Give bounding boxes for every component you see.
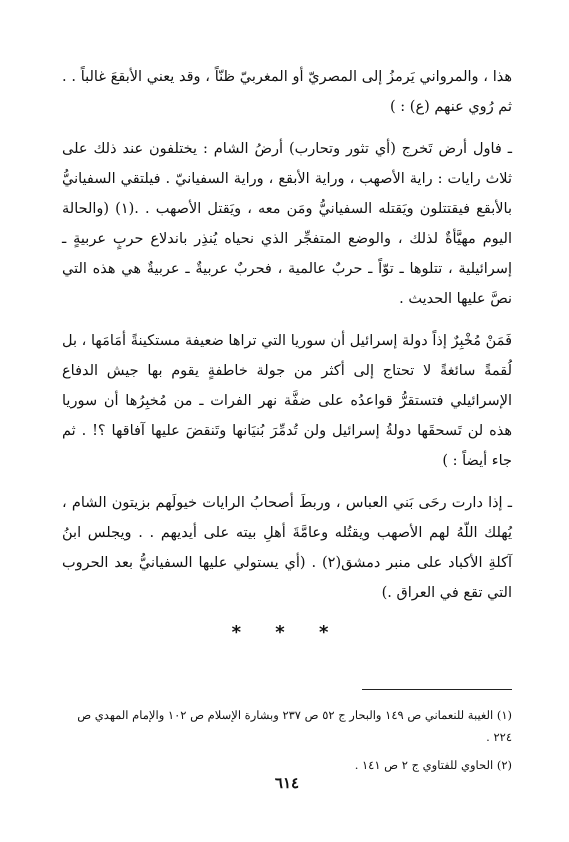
footnote-2: (٢) الحاوي للفتاوي ج ٢ ص ١٤١ . bbox=[354, 758, 512, 772]
section-separator: * * * bbox=[231, 622, 343, 643]
body-paragraph-3: فَمَنْ مُخْبِرٌ إذاً دولة إسرائيل أن سوريا التي تراها ضعيفة مستكينةً أمَامَها ، بل لُقمةً سائغةً لا تحتاج إلى أكثر من جولة خاطفةٍ يقوم بها جيش الدفاع الإسرائيلي فتستقرُّ قواعدُه على ضفَّة نهر الفرات ـ من مُخبِرُها أن سوريا هذه لن تَسحقَها دولةُ إسرائيل ولن تُدمِّرَ بُنيَانها وتَنقضَ عليها آفاقها ؟! . ثم جاء أيضاً : ) bbox=[62, 333, 512, 469]
footnote-1: (١) الغيبة للنعماني ص ١٤٩ والبحار ج ٥٢ ص ٢٣٧ وبشارة الإسلام ص ١٠٢ والإمام المهدي ص ٢٢٤ . bbox=[77, 708, 512, 744]
body-paragraph-4: ـ إذا دارت رحَى بَني العباس ، وربطَ أصحابُ الرايات خيولَهم بزيتون الشام ، يُهلك اللّهُ لهم الأصهب ويقتُله وعامَّةَ أهلِ بيته على أيديهم . . ويجلس ابنُ آكلةِ الأكباد على منبر دمشق(٢) . (أي يستولي عليها السفيانيُّ بعد الحروب التي تقع في العراق .) bbox=[62, 495, 512, 601]
body-paragraph-2: ـ فاول أرض تَخرج (أي تثور وتحارب) أرضُ الشام : يختلفون عند ذلك على ثلاث رايات : راية الأصهب ، وراية الأبقع ، وراية السفيانيّ . فيلتقي السفيانيُّ بالأبقع فيقتتلون ويَقتله السفيانيُّ ومَن معه ، ويَقتل الأصهب . .(١) (والحالة اليوم مهيَّأةٌ لذلك ، والوضع المتفجِّر الذي نحياه يُنذِر باندلاع حربٍ عربيةٍ ـ إسرائيلية ، تتلوها ـ توّاً ـ حربٌ عالمية ، فحربٌ عربيةٌ ـ عربيةٌ هي هذه التي نصَّ عليها الحديث . bbox=[62, 141, 512, 307]
footnotes bbox=[62, 704, 512, 782]
page-number: ٦١٤ bbox=[274, 774, 300, 792]
body-paragraph-1: هذا ، والمرواني يَرمزُ إلى المصريّ أو المغربيّ ظنّاً ، وقد يعني الأبقعَ غالباً . . ثم رُوي عنهم (ع) : ) bbox=[62, 69, 512, 115]
page bbox=[62, 62, 512, 822]
footnote-divider bbox=[362, 689, 512, 690]
